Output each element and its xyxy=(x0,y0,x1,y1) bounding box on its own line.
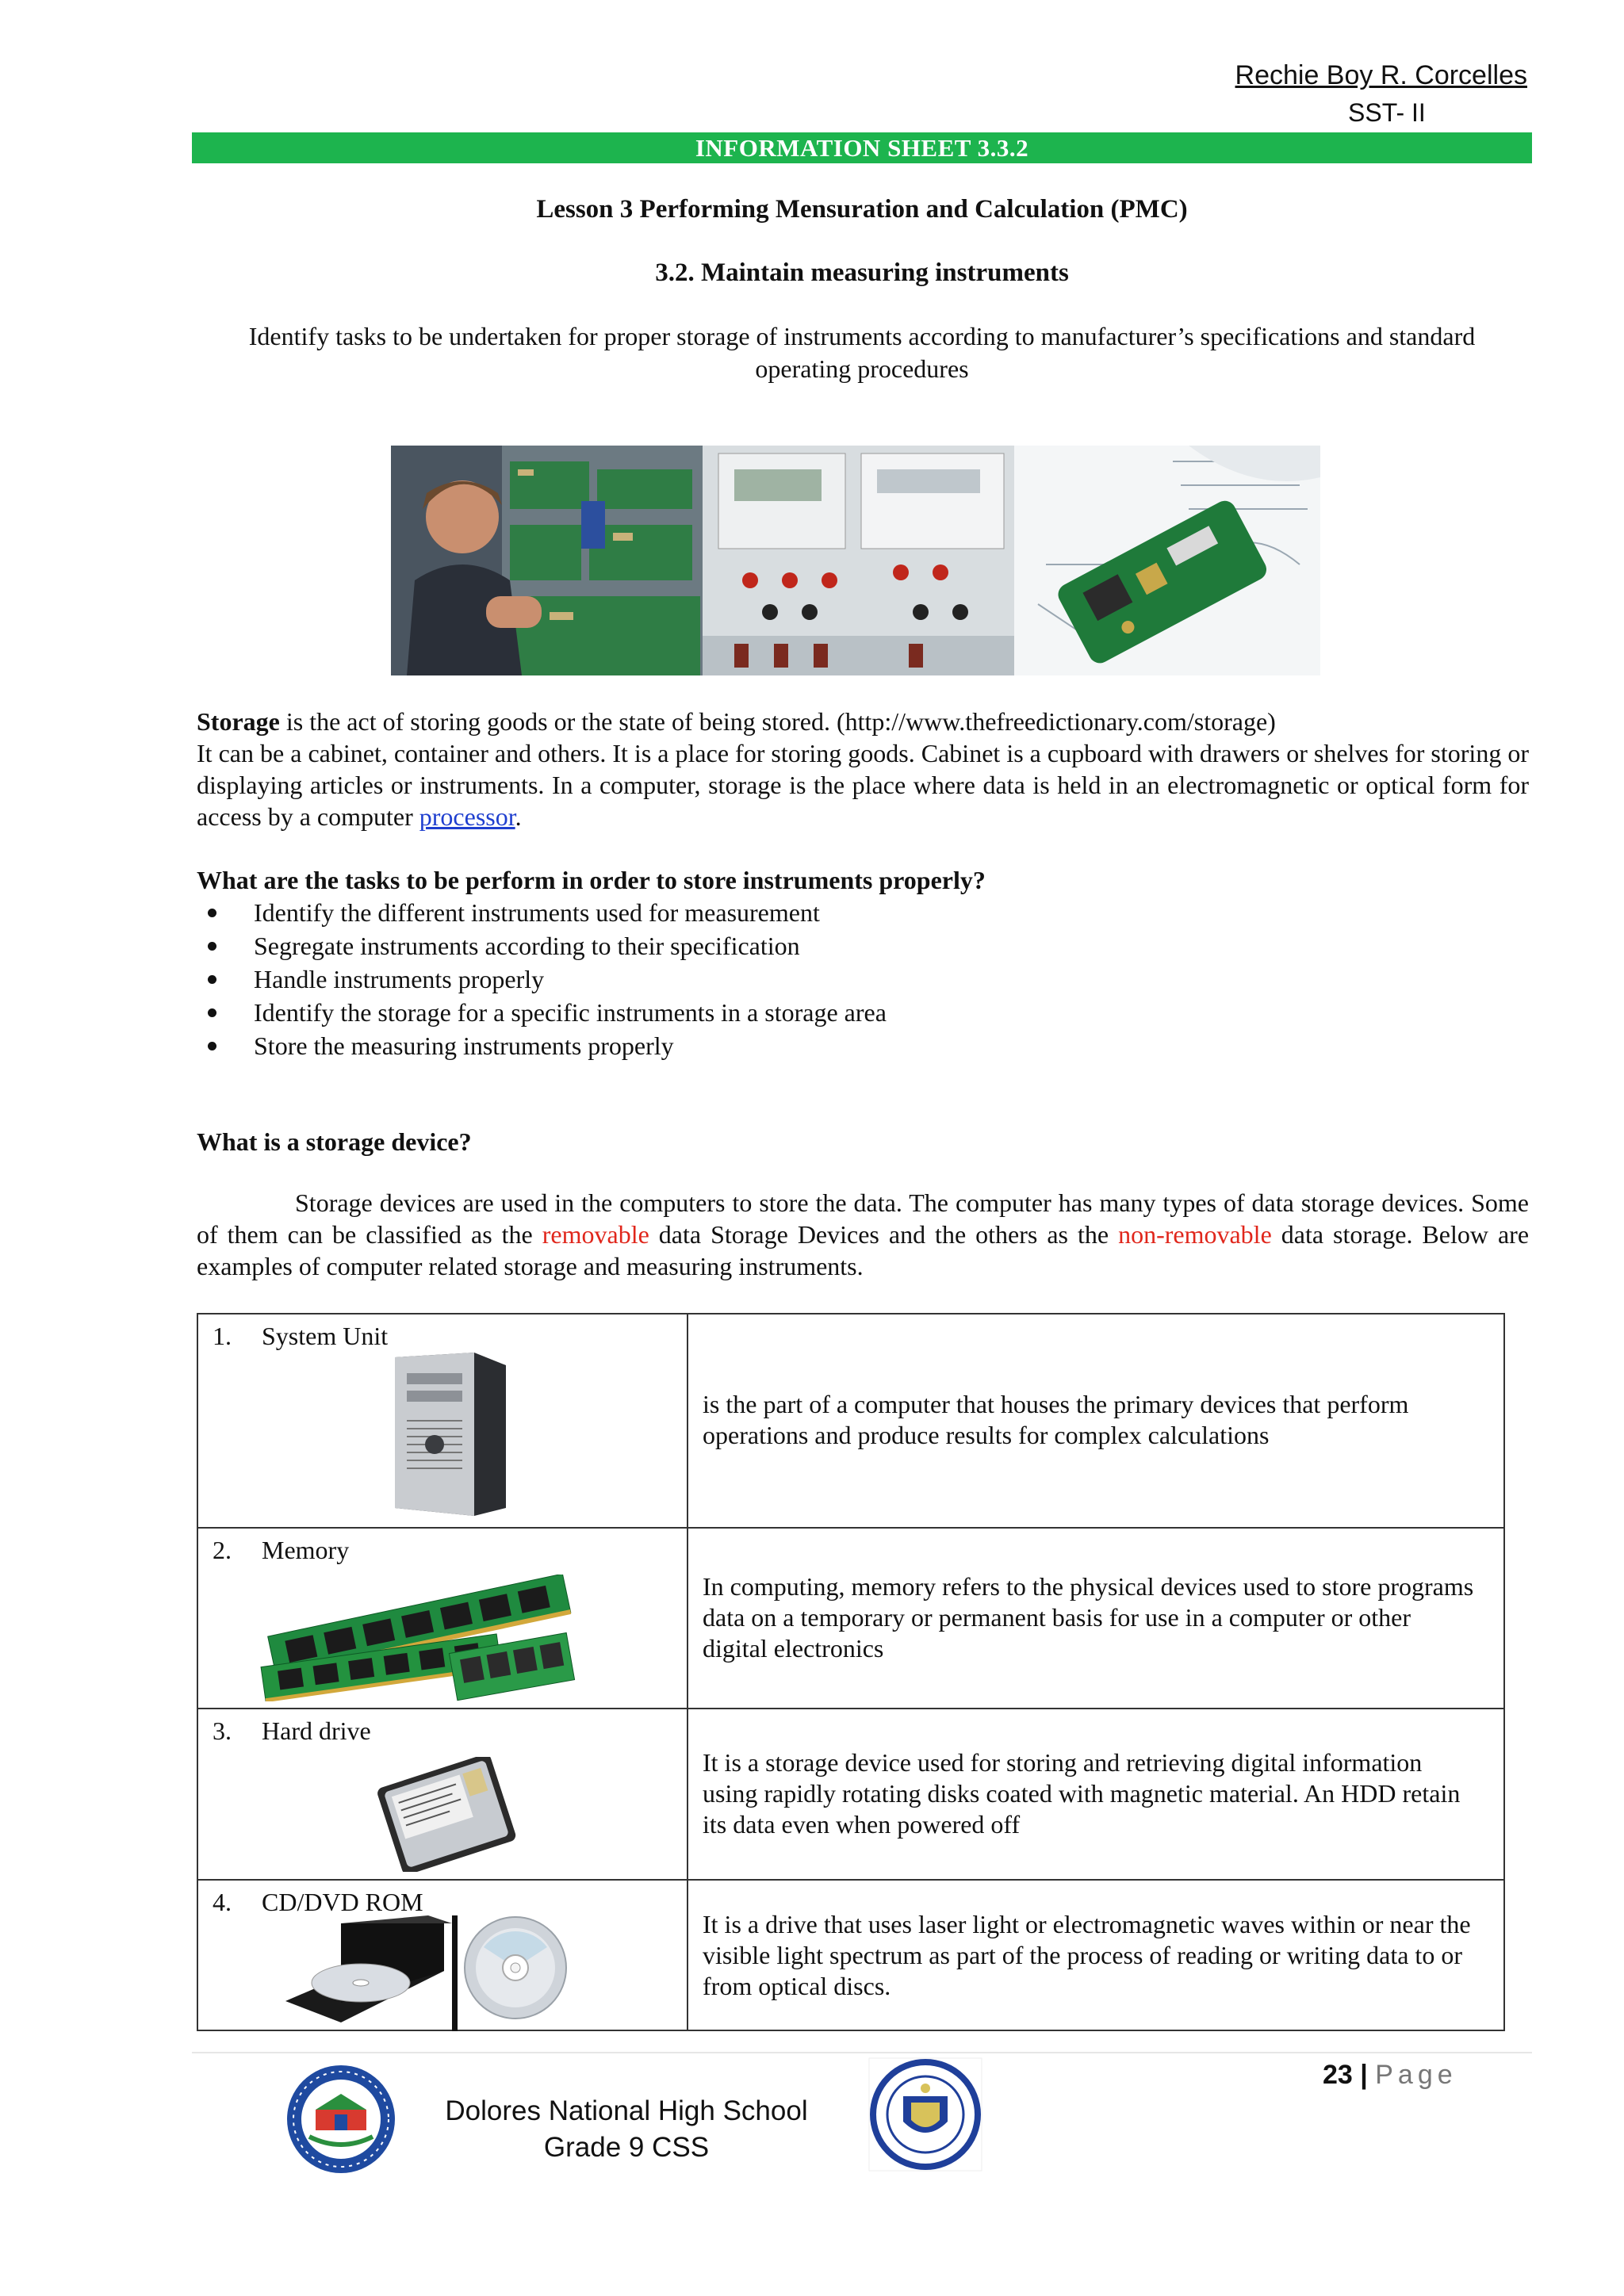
author-name: Rechie Boy R. Corcelles xyxy=(1235,60,1527,90)
deped-seal-icon xyxy=(868,2057,983,2172)
list-item: Store the measuring instruments properly xyxy=(197,1029,1529,1062)
device-cell xyxy=(197,1880,688,2030)
hard-drive-image xyxy=(371,1757,522,1872)
intro-text: Identify tasks to be undertaken for proper storage of instruments according to manufacturer’s specifications and standard operating procedures xyxy=(248,322,1476,383)
device-description-cell xyxy=(688,1709,1504,1880)
item-number: 3. xyxy=(213,1716,232,1745)
instrument-panel-photo xyxy=(703,446,1014,675)
list-item: Identify the different instruments used for measurement xyxy=(197,896,1529,929)
list-item: Identify the storage for a specific instruments in a storage area xyxy=(197,996,1529,1029)
list-item: Handle instruments properly xyxy=(197,962,1529,996)
table-row xyxy=(197,1528,1504,1709)
school-seal-icon xyxy=(285,2064,396,2175)
list-item: Segregate instruments according to their specification xyxy=(197,929,1529,962)
table-row xyxy=(197,1709,1504,1880)
device-description-cell xyxy=(688,1880,1504,2030)
item-name: CD/DVD ROM xyxy=(262,1888,423,1916)
item-name: Memory xyxy=(262,1536,350,1564)
item-number: 1. xyxy=(213,1322,232,1350)
circuit-board-photo xyxy=(1014,446,1320,675)
storage-end: . xyxy=(515,802,522,831)
item-number: 4. xyxy=(213,1888,232,1916)
school-info xyxy=(444,2093,809,2166)
school-name: Dolores National High School xyxy=(445,2095,808,2126)
storage-body: It can be a cabinet, container and others. It is a place for storing goods. Cabinet is a cupboard with drawers or shelves for storing or displaying articles or instruments. In a computer, storage is the place where data is held in an electromagnetic or optical form for access by a computer xyxy=(197,739,1529,831)
grade-code: SST- II xyxy=(1348,98,1426,127)
storage-term: Storage xyxy=(197,707,280,736)
lesson-title: Lesson 3 Performing Mensuration and Calculation (PMC) xyxy=(536,195,1188,224)
device-description-cell xyxy=(688,1528,1504,1709)
device-description: It is a drive that uses laser light or electromagnetic waves within or near the visible light spectrum as part of the process of reading or writing data to or from optical discs. xyxy=(703,1910,1471,2000)
instrument-photos xyxy=(391,446,1320,675)
device-cell xyxy=(197,1528,688,1709)
system-unit-image xyxy=(379,1349,514,1517)
device-cell xyxy=(197,1709,688,1880)
device-description: is the part of a computer that houses the primary devices that perform operations and produce results for complex calculations xyxy=(703,1390,1409,1449)
devices-table xyxy=(197,1313,1505,2031)
info-sheet-banner xyxy=(192,132,1532,163)
tasks-heading: What are the tasks to be perform in order to store instruments properly? xyxy=(197,866,986,894)
device-description: It is a storage device used for storing and retrieving digital information using rapidly rotating disks coated with magnetic material. An HDD retain its data even when powered off xyxy=(703,1748,1461,1839)
technician-photo xyxy=(391,446,703,675)
cd-drive-image xyxy=(285,1915,603,2031)
storage-definition: is the act of storing goods or the state of being stored. (http://www.thefreedictionary.com/storage) xyxy=(279,707,1276,736)
processor-link[interactable]: processor xyxy=(419,802,515,831)
storage-paragraph xyxy=(197,706,1529,832)
item-name: Hard drive xyxy=(262,1716,371,1745)
footer-divider xyxy=(192,2052,1532,2053)
non-removable-term: non-removable xyxy=(1118,1220,1272,1249)
device-description-cell xyxy=(688,1314,1504,1528)
item-name: System Unit xyxy=(262,1322,389,1350)
device-description: In computing, memory refers to the physical devices used to store programs data on a temporary or permanent basis for use in a computer or other digital electronics xyxy=(703,1572,1474,1663)
storage-device-paragraph: Storage devices are used in the computers to store the data. The computer has many types of data storage devices. Some of them can be classified as the removable data Storage Devices and the others as the non-removable data storage. Below are examples of computer related storage and measuring instruments. xyxy=(197,1188,1530,1280)
item-number: 2. xyxy=(213,1536,232,1564)
table-row xyxy=(197,1314,1504,1528)
school-grade: Grade 9 CSS xyxy=(543,2132,710,2163)
tasks-section xyxy=(197,864,1529,1062)
storage-device-heading: What is a storage device? xyxy=(197,1127,472,1156)
table-row xyxy=(197,1880,1504,2030)
removable-term: removable xyxy=(542,1220,649,1249)
page-number: 23 | Page xyxy=(1323,2060,1457,2090)
tasks-list xyxy=(197,896,1529,1062)
device-cell xyxy=(197,1314,688,1528)
banner-title: INFORMATION SHEET 3.3.2 xyxy=(695,134,1029,162)
section-title: 3.2. Maintain measuring instruments xyxy=(655,258,1069,287)
memory-modules-image xyxy=(254,1575,595,1701)
